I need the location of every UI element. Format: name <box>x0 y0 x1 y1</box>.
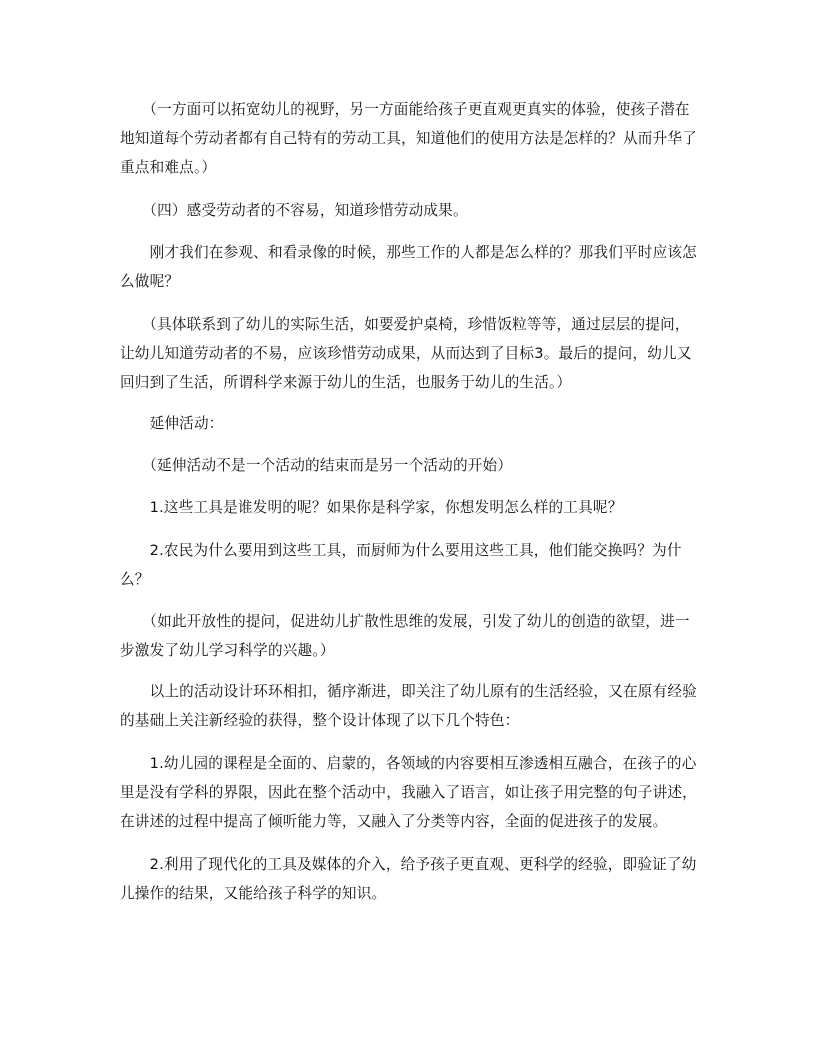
paragraph-12: 2.利用了现代化的工具及媒体的介入，给予孩子更直观、更科学的经验，即验证了幼儿操作的结果，又能给孩子科学的知识。 <box>120 856 697 902</box>
paragraph-9: （如此开放性的提问，促进幼儿扩散性思维的发展，引发了幼儿的创造的欲望，进一步激发了幼儿学习科学的兴趣。） <box>120 613 690 659</box>
paragraph-10: 以上的活动设计环环相扣，循序渐进，即关注了幼儿原有的生活经验，又在原有经验的基础上关注新经验的获得，整个设计体现了以下几个特色： <box>120 683 697 729</box>
paragraph-11: 1.幼儿园的课程是全面的、启蒙的，各领域的内容要相互渗透相互融合，在孩子的心里是没有学科的界限，因此在整个活动中，我融入了语言，如让孩子用完整的句子讲述，在讲述的过程中提高了倾听能力等，又融入了分类等内容，全面的促进孩子的发展。 <box>120 755 697 830</box>
paragraph-3: 刚才我们在参观、和看录像的时候，那些工作的人都是怎么样的？那我们平时应该怎么做呢？ <box>120 244 697 290</box>
paragraph-6: （延伸活动不是一个活动的结束而是另一个活动的开始） <box>120 457 513 474</box>
paragraph-8: 2.农民为什么要用到这些工具，而厨师为什么要用这些工具，他们能交换吗？为什么？ <box>120 542 682 588</box>
paragraph-5: 延伸活动： <box>120 415 224 432</box>
paragraph-4: （具体联系到了幼儿的实际生活，如要爱护桌椅，珍惜饭粒等等，通过层层的提问，让幼儿知道劳动者的不易，应该珍惜劳动成果，从而达到了目标3。最后的提问，幼儿又回归到了生活，所谓科学来源于幼儿的生活，也服务于幼儿的生活。） <box>120 316 692 391</box>
paragraph-7: 1.这些工具是谁发明的呢？如果你是科学家，你想发明怎么样的工具呢？ <box>120 499 623 516</box>
paragraph-2: （四）感受劳动者的不容易，知道珍惜劳动成果。 <box>120 202 468 219</box>
paragraph-1: （一方面可以拓宽幼儿的视野，另一方面能给孩子更直观更真实的体验，使孩子潜在地知道每个劳动者都有自己特有的劳动工具，知道他们的使用方法是怎样的？从而升华了重点和难点。） <box>120 101 697 176</box>
